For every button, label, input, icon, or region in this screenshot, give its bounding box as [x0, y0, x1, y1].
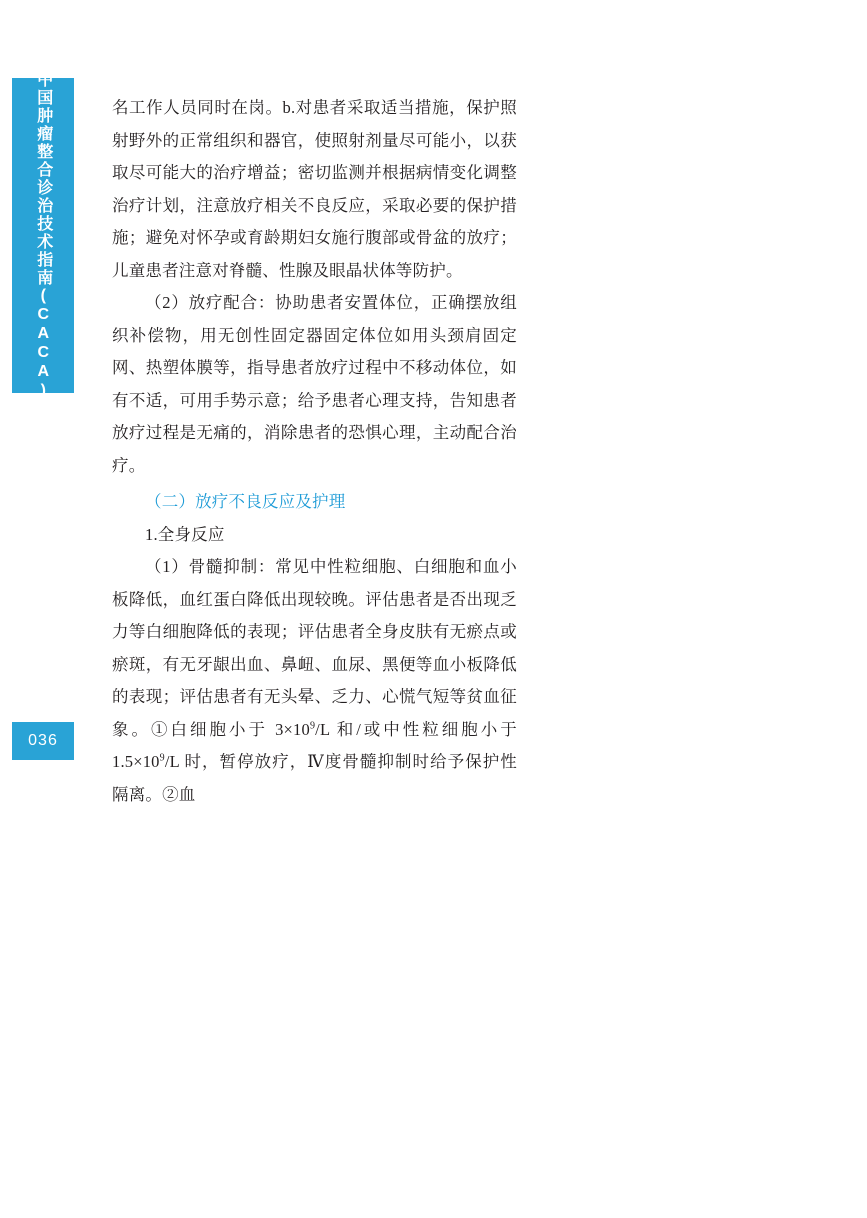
myelosuppression-text-a: （1）骨髓抑制：常见中性粒细胞、白细胞和血小板降低，血红蛋白降低出现较晚。评估患者是否出现乏力等白细胞降低的表现；评估患者全身皮肤有无瘀点或瘀斑，有无牙龈出血、鼻衄、血尿、黑便等血小板降低的表现；评估患者有无头晕、乏力、心慌气短等贫血征象。①白细胞小于 3×10: [112, 557, 517, 739]
paragraph-myelosuppression: [112, 551, 517, 811]
page-number-badge: [12, 722, 74, 760]
book-series-side-tab: [12, 70, 74, 401]
section-heading-adverse-reactions: （二）放疗不良反应及护理: [145, 493, 346, 511]
myelosuppression-text-c: /L 时，暂停放疗，Ⅳ度骨髓抑制时给予保护性隔离。②血: [112, 752, 517, 804]
page-content: [112, 92, 517, 811]
page-number-label: 036: [28, 732, 58, 749]
paragraph-continued: 名工作人员同时在岗。b.对患者采取适当措施，保护照射野外的正常组织和器官，使照射剂量尽可能小，以获取尽可能大的治疗增益；密切监测并根据病情变化调整治疗计划，注意放疗相关不良反应，采取必要的保护措施；避免对怀孕或育龄期妇女施行腹部或骨盆的放疗；儿童患者注意对脊髓、性腺及眼晶状体等防护。: [112, 98, 517, 280]
exponent-2: 9: [159, 752, 165, 764]
exponent-1: 9: [309, 720, 316, 731]
paragraph-radiotherapy-cooperation: （2）放疗配合：协助患者安置体位，正确摆放组织补偿物，用无创性固定器固定体位如用头颈肩固定网、热塑体膜等，指导患者放疗过程中不移动体位，如有不适，可用手势示意；给予患者心理支持，告知患者放疗过程是无痛的，消除患者的恐惧心理，主动配合治疗。: [112, 293, 517, 475]
book-series-label: 中国肿瘤整合诊治技术指南(CACA): [34, 70, 52, 401]
myelosuppression-text-b: /L 和/或中性粒细胞小于 1.5×10: [112, 719, 517, 771]
subsection-heading-systemic-reactions: 1.全身反应: [145, 524, 225, 544]
